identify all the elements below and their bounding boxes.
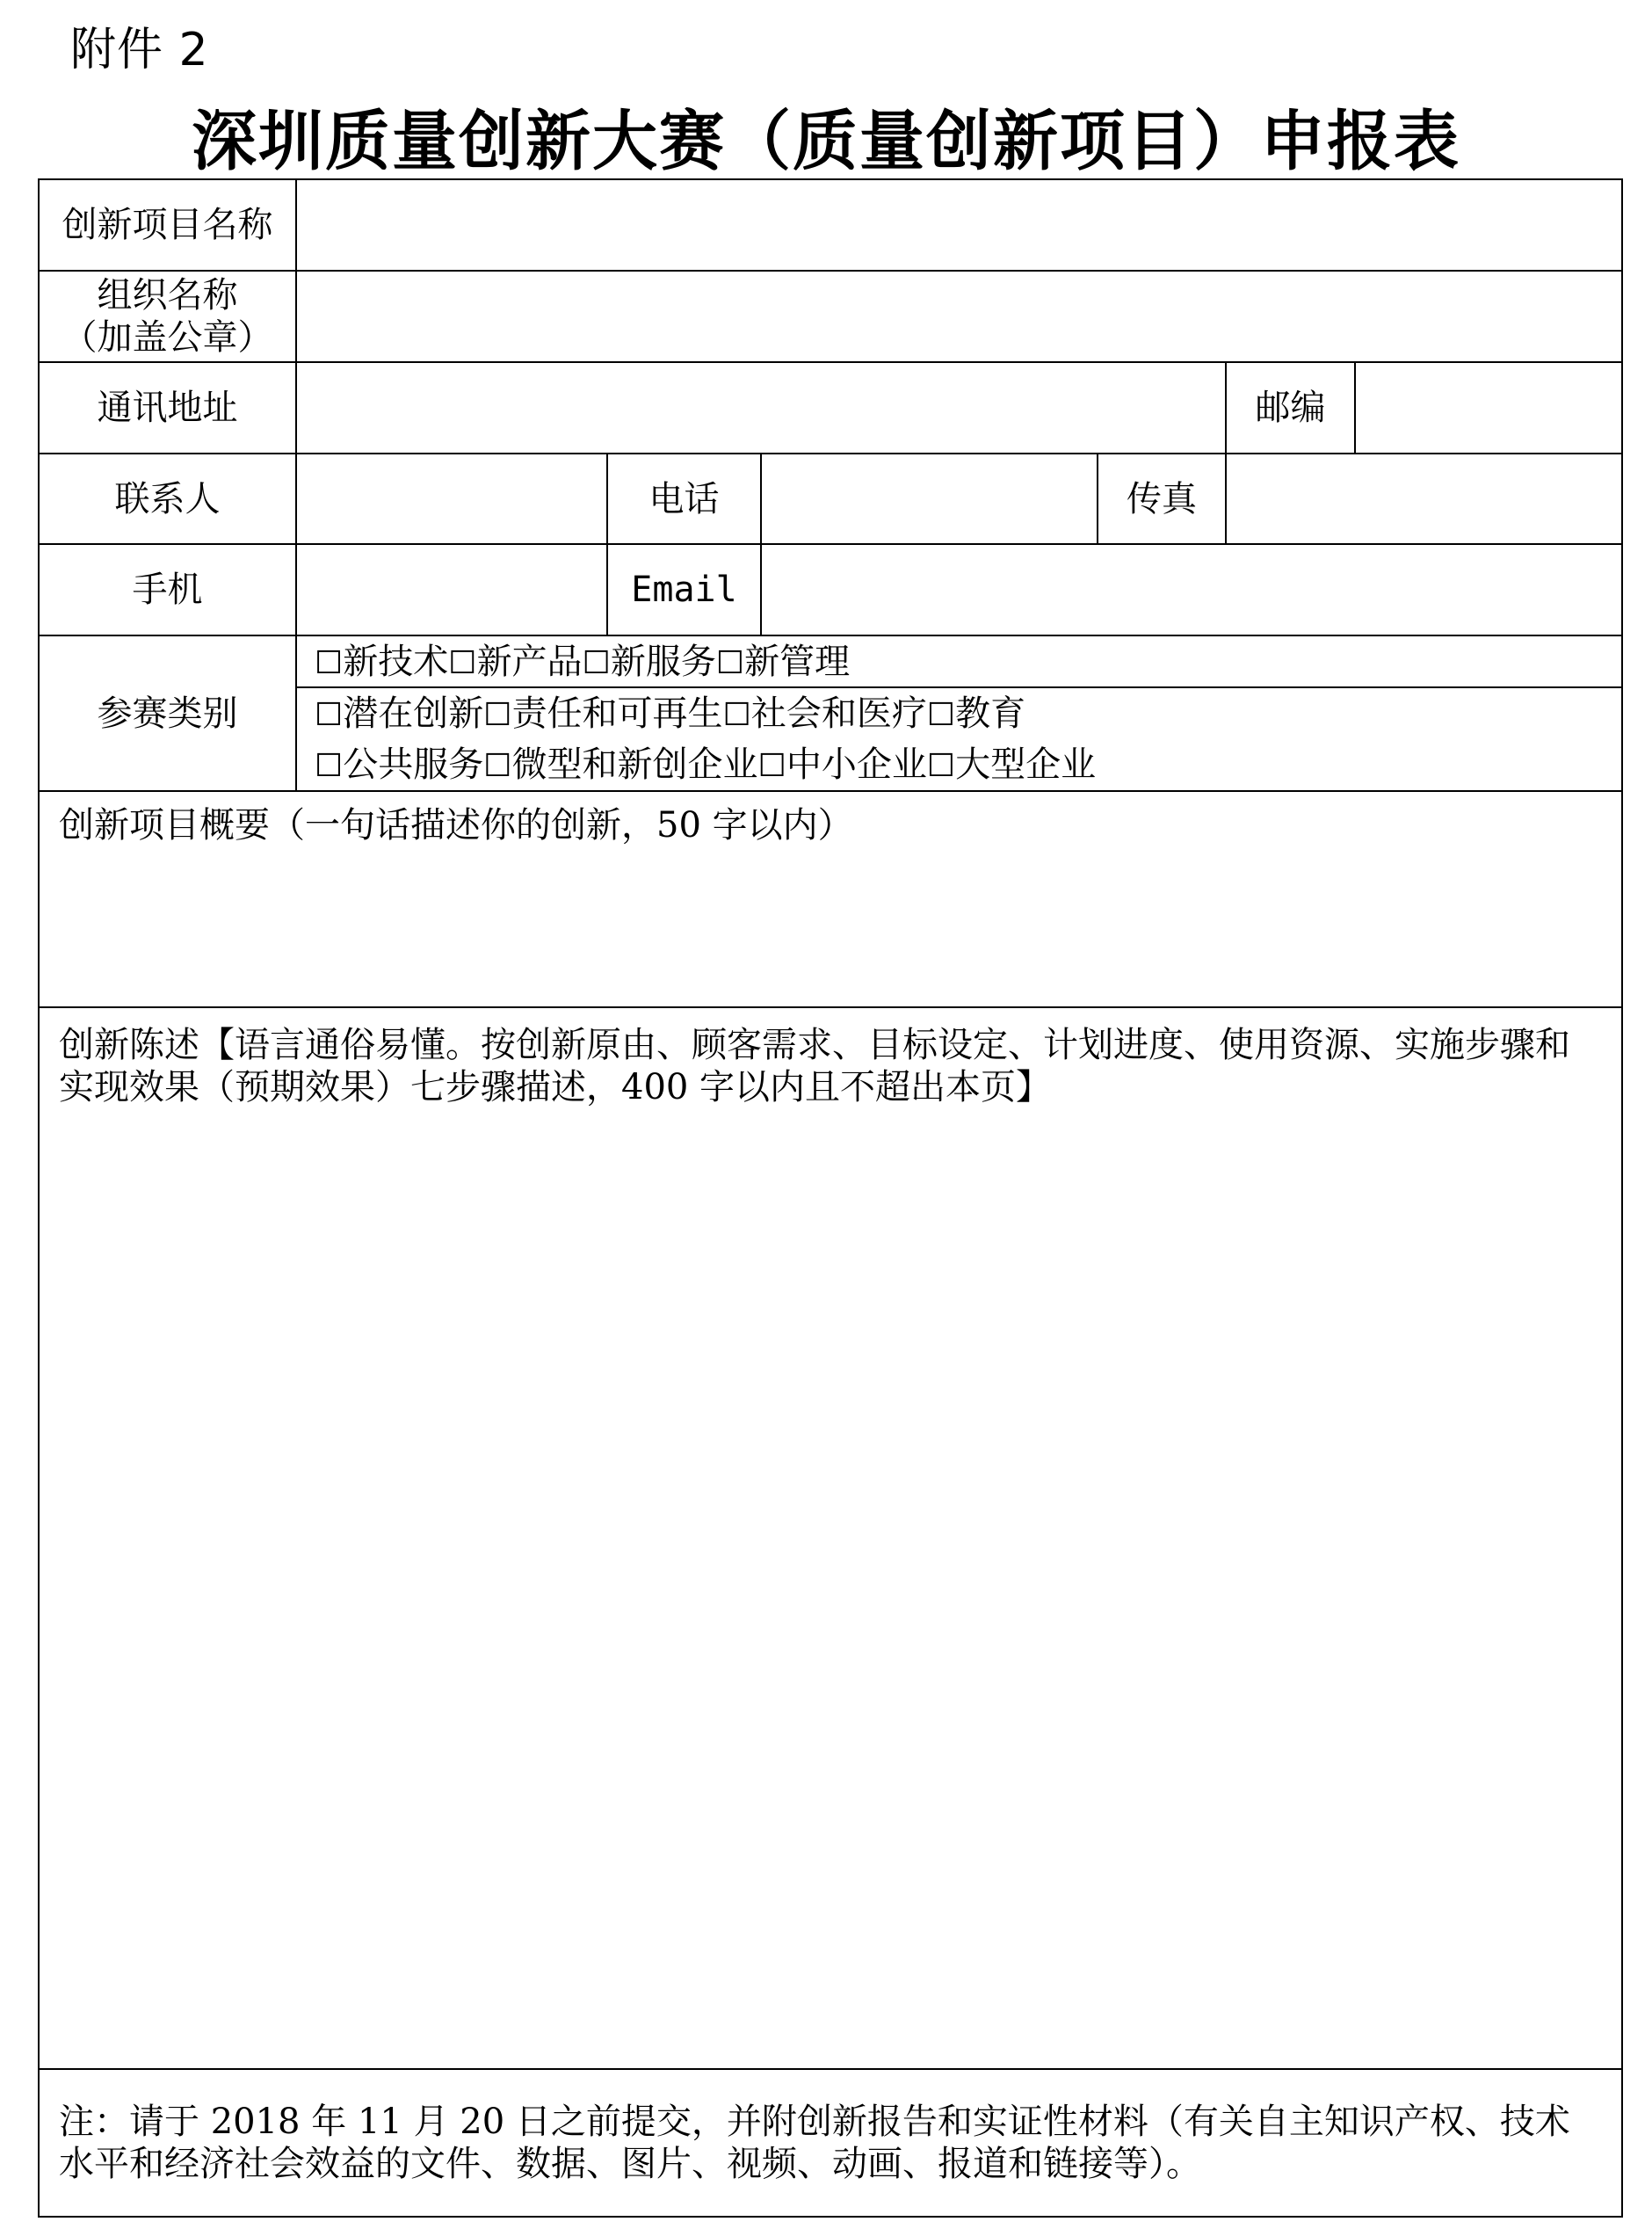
checkbox-icon[interactable]: ☐: [315, 748, 344, 784]
category-option: 微型和新创企业: [511, 744, 758, 785]
org-name-label: [39, 271, 296, 362]
form-title: 深圳质量创新大赛（质量创新项目）申报表: [192, 104, 1460, 179]
email-input[interactable]: [761, 544, 1622, 635]
category-option: 新管理: [744, 641, 851, 682]
application-form: [38, 178, 1623, 2218]
category-option: 社会和医疗: [750, 693, 927, 734]
category-row-1: [296, 635, 1622, 687]
attachment-label: 附件 2: [70, 24, 209, 76]
checkbox-icon[interactable]: ☐: [315, 644, 344, 681]
postcode-label: 邮编: [1226, 362, 1355, 454]
fax-input[interactable]: [1226, 454, 1622, 544]
email-label: Email: [607, 544, 761, 635]
category-row-3: [296, 739, 1622, 791]
note-cell: [39, 2069, 1622, 2217]
org-name-input[interactable]: [296, 271, 1622, 362]
address-input[interactable]: [296, 362, 1226, 454]
summary-label: 创新项目概要（一句话描述你的创新，50 字以内）: [59, 805, 853, 846]
fax-label: 传真: [1098, 454, 1226, 544]
mobile-input[interactable]: [296, 544, 607, 635]
statement-field[interactable]: [39, 1007, 1622, 2069]
category-option: 潜在创新: [343, 693, 484, 734]
summary-field[interactable]: [39, 791, 1622, 1007]
address-label: 通讯地址: [39, 362, 296, 454]
project-name-label: 创新项目名称: [39, 179, 296, 271]
checkbox-icon[interactable]: ☐: [722, 697, 751, 733]
phone-label: 电话: [607, 454, 761, 544]
category-row-2: [296, 687, 1622, 739]
phone-input[interactable]: [761, 454, 1098, 544]
checkbox-icon[interactable]: ☐: [926, 697, 956, 733]
category-option: 大型企业: [955, 744, 1097, 785]
checkbox-icon[interactable]: ☐: [483, 697, 512, 733]
submission-note: 注：请于 2018 年 11 月 20 日之前提交，并附创新报告和实证性材料（有关自主知识产权、技术水平和经济社会效益的文件、数据、图片、视频、动画、报道和链接等）。: [59, 2102, 1570, 2184]
checkbox-icon[interactable]: ☐: [715, 644, 745, 681]
project-name-input[interactable]: [296, 179, 1622, 271]
contact-label: 联系人: [39, 454, 296, 544]
checkbox-icon[interactable]: ☐: [448, 644, 477, 681]
checkbox-icon[interactable]: ☐: [757, 748, 786, 784]
org-name-label-line1: 组织名称: [97, 275, 238, 316]
checkbox-icon[interactable]: ☐: [926, 748, 956, 784]
category-option: 中小企业: [786, 744, 927, 785]
contact-input[interactable]: [296, 454, 607, 544]
category-option: 责任和可再生: [511, 693, 723, 734]
category-option: 公共服务: [343, 744, 484, 785]
category-option: 新产品: [476, 641, 583, 682]
mobile-label: 手机: [39, 544, 296, 635]
category-option: 教育: [955, 693, 1026, 734]
statement-label: 创新陈述【语言通俗易懂。按创新原由、顾客需求、目标设定、计划进度、使用资源、实施步骤和实现效果（预期效果）七步骤描述，400 字以内且不超出本页】: [59, 1025, 1570, 1107]
category-option: 新服务: [610, 641, 716, 682]
checkbox-icon[interactable]: ☐: [582, 644, 611, 681]
postcode-input[interactable]: [1355, 362, 1622, 454]
checkbox-icon[interactable]: ☐: [483, 748, 512, 784]
category-label: 参赛类别: [39, 635, 296, 791]
checkbox-icon[interactable]: ☐: [315, 697, 344, 733]
org-name-label-line2: （加盖公章）: [62, 317, 273, 358]
category-option: 新技术: [343, 641, 449, 682]
